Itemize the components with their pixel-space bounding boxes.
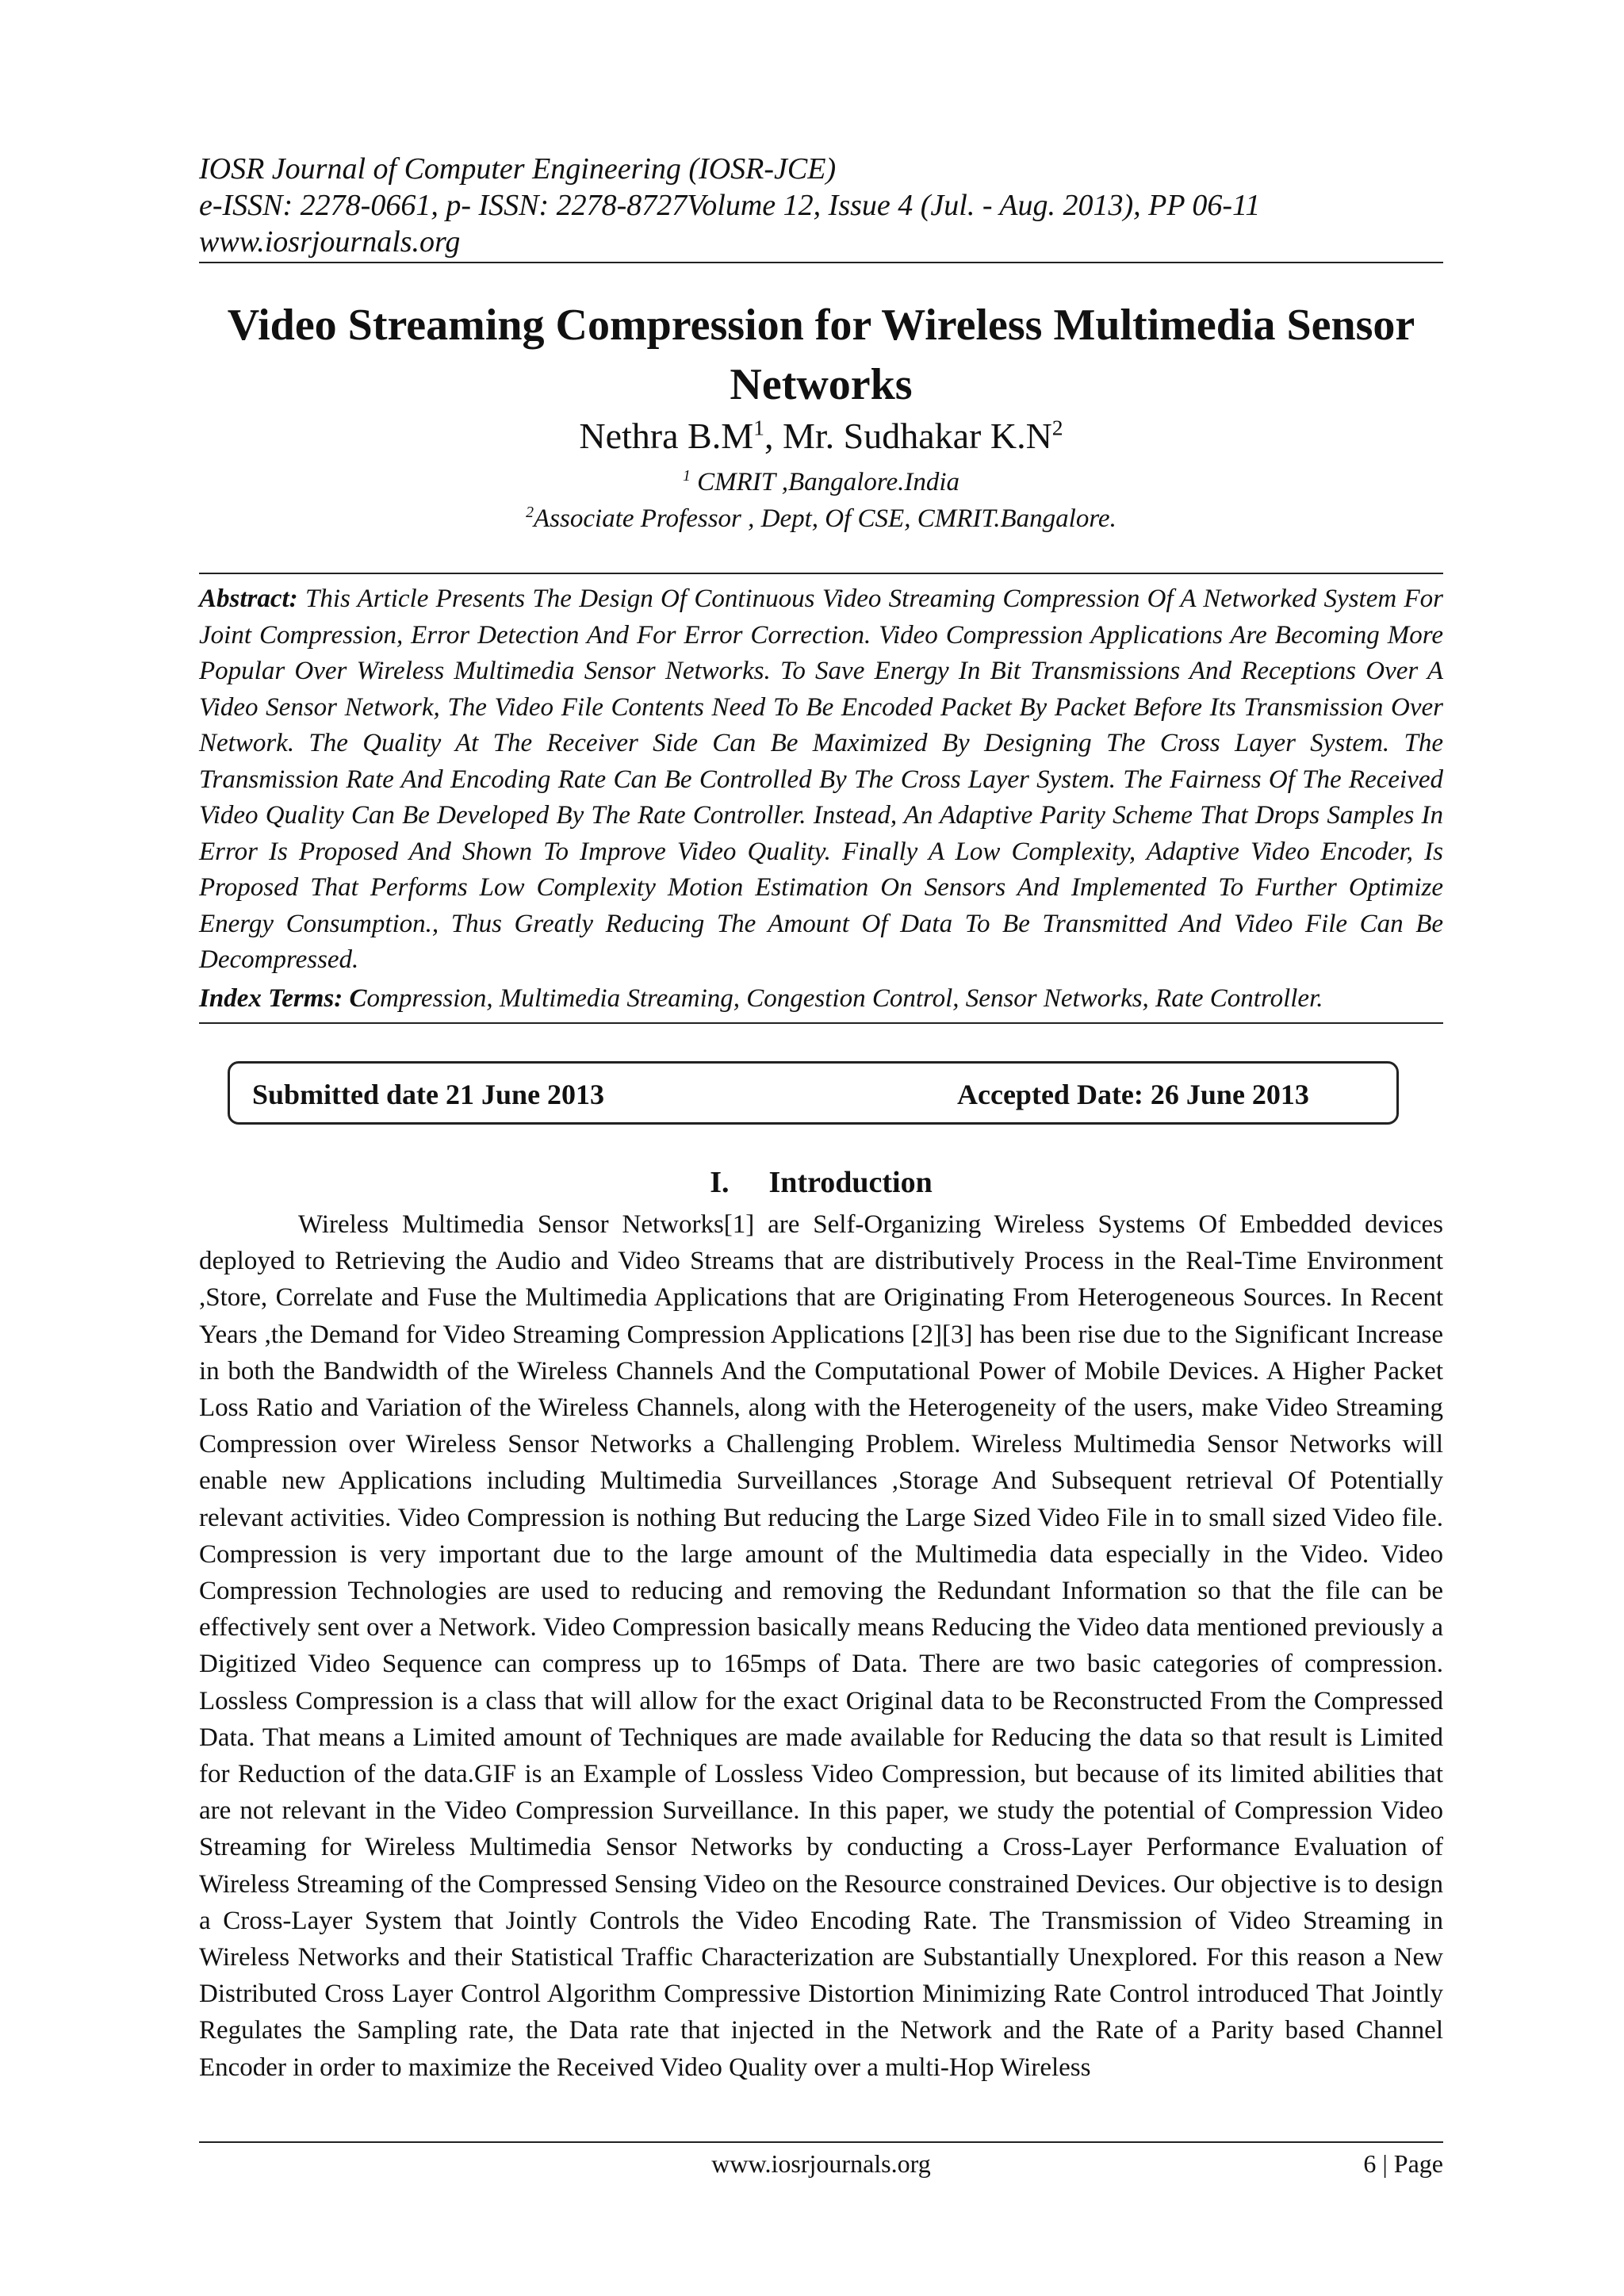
abstract-bottom-divider xyxy=(199,1022,1443,1024)
footer-website[interactable]: www.iosrjournals.org xyxy=(711,2149,931,2178)
author-1: Nethra B.M xyxy=(579,416,754,456)
affiliation-1-text: CMRIT ,Bangalore.India xyxy=(690,468,960,496)
submitted-date: Submitted date 21 June 2013 xyxy=(252,1079,605,1110)
paper-title: Video Streaming Compression for Wireless Multimedia Sensor Networks xyxy=(227,301,1415,409)
index-terms-text: ompression, Multimedia Streaming, Congestion Control, Sensor Networks, Rate Controller. xyxy=(366,984,1323,1013)
introduction-paragraph: Wireless Multimedia Sensor Networks[1] are Self-Organizing Wireless Systems Of Embedded devices deployed to Retrieving the Audio and Video Streams that are distributively Process in the Real-Time Environment ,Store, Correlate and Fuse the Multimedia Applications that are Originating From Heterogeneous Sources. In Recent Years ,the Demand for Video Streaming Compression Applications [2][3] has been rise due to the Significant Increase in both the Bandwidth of the Wireless Channels And the Computational Power of Mobile Devices. A Higher Packet Loss Ratio and Variation of the Wireless Channels, along with the Heterogeneity of the users, make Video Streaming Compression over Wireless Sensor Networks a Challenging Problem. Wireless Multimedia Sensor Networks will enable new Applications including Multimedia Surveillances ,Storage And Subsequent retrieval Of Potentially relevant activities. Video Compression is nothing But reducing the Large Sized Video File in to small sized Video file. Compression is very important due to the large amount of the Multimedia data especially in the Video. Video Compression Technologies are used to reducing and removing the Redundant Information so that the file can be effectively sent over a Network. Video Compression basically means Reducing the Video data mentioned previously a Digitized Video Sequence can compress up to 165mps of Data. There are two basic categories of compression. Lossless Compression is a class that will allow for the exact Original data to be Reconstructed From the Compressed Data. That means a Limited amount of Techniques are made available for Reducing the data so that result is Limited for Reduction of the data.GIF is an Example of Lossless Video Compression, but because of its limited abilities that are not relevant in the Video Compression Surveillance. In this paper, we study the potential of Compression Video Streaming for Wireless Multimedia Sensor Networks by conducting a Cross-Layer Performance Evaluation of Wireless Streaming of the Compressed Sensing Video on the Resource constrained Devices. Our objective is to design a Cross-Layer System that Jointly Controls the Video Encoding Rate. The Transmission of Video Streaming in Wireless Networks and their Statistical Traffic Characterization are Substantially Unexplored. For this reason a New Distributed Cross Layer Control Algorithm Compressive Distortion Minimizing Rate Control introduced That Jointly Regulates the Sampling rate, the Data rate that injected in the Network and the Rate of a Parity based Channel Encoder in order to maximize the Received Video Quality over a multi-Hop Wireless xyxy=(199,1210,1443,2082)
index-terms xyxy=(199,980,1443,1017)
abstract xyxy=(199,581,1443,979)
journal-name: IOSR Journal of Computer Engineering (IOSR-JCE) xyxy=(199,152,837,186)
section-title: Introduction xyxy=(768,1166,933,1199)
index-terms-label: Index Terms: C xyxy=(199,984,367,1013)
footer-divider xyxy=(199,2141,1443,2143)
author-line xyxy=(199,414,1443,458)
affiliation-2-text: Associate Professor , Dept, Of CSE, CMRIT.Bangalore. xyxy=(534,504,1116,533)
affiliation-1 xyxy=(199,466,1443,498)
section-number: I. xyxy=(710,1166,730,1199)
author-2: Mr. Sudhakar K.N xyxy=(782,416,1052,456)
header-divider xyxy=(199,262,1443,263)
affiliation-1-sup: 1 xyxy=(682,467,691,485)
accepted-date: Accepted Date: 26 June 2013 xyxy=(957,1079,1309,1110)
section-heading xyxy=(199,1164,1443,1201)
abstract-text: This Article Presents The Design Of Continuous Video Streaming Compression Of A Networked System For Joint Compression, Error Detection And For Error Correction. Video Compression Applications Are Becoming More Popular Over Wireless Multimedia Sensor Networks. To Save Energy In Bit Transmissions And Receptions Over A Video Sensor Network, The Video File Contents Need To Be Encoded Packet By Packet Before Its Transmission Over Network. The Quality At The Receiver Side Can Be Maximized By Designing The Cross Layer System. The Transmission Rate And Encoding Rate Can Be Controlled By The Cross Layer System. The Fairness Of The Received Video Quality Can Be Developed By The Rate Controller. Instead, An Adaptive Parity Scheme That Drops Samples In Error Is Proposed And Shown To Improve Video Quality. Finally A Low Complexity, Adaptive Video Encoder, Is Proposed That Performs Low Complexity Motion Estimation On Sensors And Implemented To Further Optimize Energy Consumption., Thus Greatly Reducing The Amount Of Data To Be Transmitted And Video File Can Be Decompressed. xyxy=(199,585,1443,974)
journal-header xyxy=(199,151,1443,260)
author-1-sup: 1 xyxy=(753,415,764,440)
page-number: 6 | Page xyxy=(1363,2149,1443,2178)
abstract-label: Abstract: xyxy=(199,585,298,613)
affiliation-2 xyxy=(199,503,1443,535)
author-2-sup: 2 xyxy=(1051,415,1063,440)
author-separator: , xyxy=(764,416,783,456)
affiliation-2-sup: 2 xyxy=(526,504,534,521)
abstract-top-divider xyxy=(199,573,1443,574)
dates-box xyxy=(228,1061,1399,1125)
issn-line: e-ISSN: 2278-0661, p- ISSN: 2278-8727Volume 12, Issue 4 (Jul. - Aug. 2013), PP 06-11 xyxy=(199,189,1261,222)
journal-website[interactable]: www.iosrjournals.org xyxy=(199,225,461,259)
